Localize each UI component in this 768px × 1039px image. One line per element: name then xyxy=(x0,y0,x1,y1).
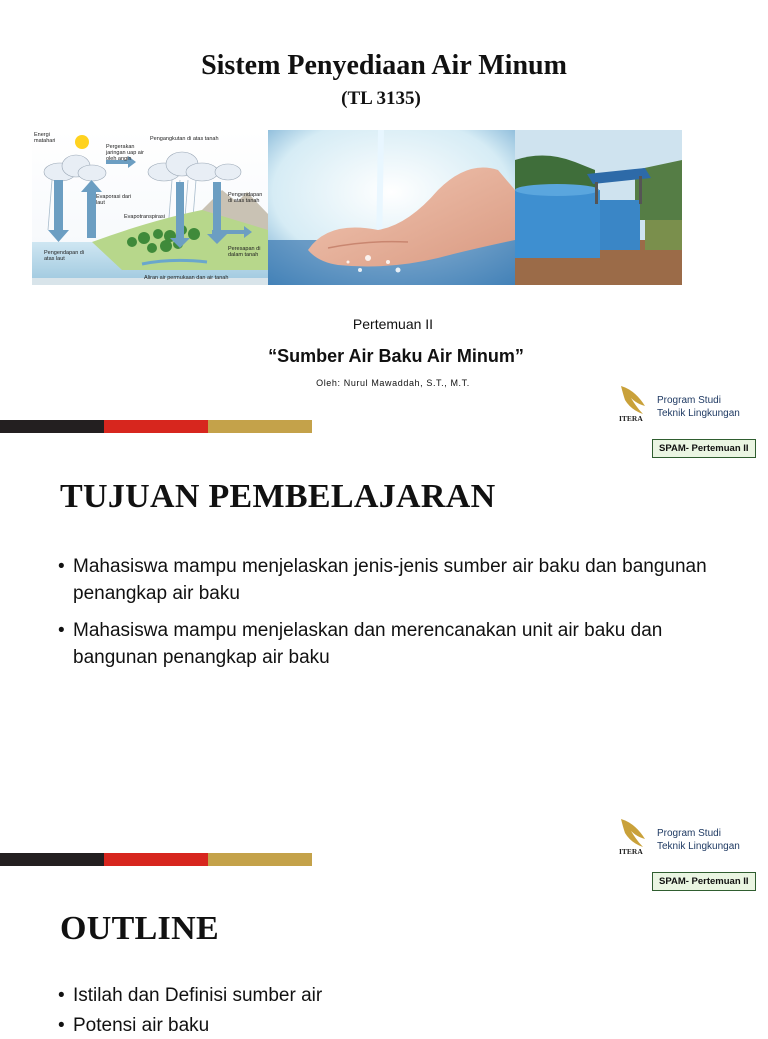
logo-line1: Program Studi xyxy=(657,828,721,839)
bullet-dot: • xyxy=(58,620,65,641)
water-cycle-diagram xyxy=(32,130,268,285)
course-code: (TL 3135) xyxy=(341,88,421,109)
itera-logo-icon xyxy=(617,384,653,418)
list-item xyxy=(58,982,738,1009)
label-precip-land: Pengendapan di atas tanah xyxy=(228,192,263,204)
slide-title: Sistem Penyediaan Air Minum xyxy=(201,50,567,81)
water-tank-photo xyxy=(515,130,682,285)
author-line: Oleh: Nurul Mawaddah, S.T., M.T. xyxy=(316,378,470,388)
list-item xyxy=(58,553,738,607)
label-energy: Energi matahari xyxy=(34,132,56,144)
presentation-subtitle: “Sumber Air Baku Air Minum” xyxy=(268,346,524,366)
color-bar-dark xyxy=(0,853,104,866)
color-bar-red xyxy=(104,853,208,866)
bullet-text: Mahasiswa mampu menjelaskan jenis-jenis sumber air baku dan bangunan penangkap air baku xyxy=(73,556,707,604)
label-infiltration: Peresapan di dalam tanah xyxy=(228,246,261,258)
label-evapotranspiration: Evapotranspirasi xyxy=(124,214,165,220)
color-bar-red xyxy=(104,420,208,433)
logo-text xyxy=(657,827,740,853)
color-bar-dark xyxy=(0,420,104,433)
slide-badge: SPAM- Pertemuan II xyxy=(652,872,756,891)
hands-water-photo xyxy=(268,130,515,285)
list-item xyxy=(58,1012,738,1039)
logo-line1: Program Studi xyxy=(657,395,721,406)
logo-line2: Teknik Lingkungan xyxy=(657,841,740,852)
logo-line2: Teknik Lingkungan xyxy=(657,408,740,419)
bullet-dot: • xyxy=(58,1015,65,1036)
bullet-dot: • xyxy=(58,556,65,577)
label-flow: Aliran air permukaan dan air tanah xyxy=(144,275,229,281)
meeting-label: Pertemuan II xyxy=(352,316,434,332)
bullet-text: Potensi air baku xyxy=(73,1015,210,1036)
itera-mark: ITERA xyxy=(619,847,643,856)
slide-badge: SPAM- Pertemuan II xyxy=(652,439,756,458)
bullet-dot: • xyxy=(58,985,65,1006)
sun-icon xyxy=(75,135,89,149)
label-transport: Pengangkutan di atas tanah xyxy=(150,136,219,142)
itera-mark: ITERA xyxy=(619,414,643,423)
bullet-text: Mahasiswa mampu menjelaskan dan merencanakan unit air baku dan bangunan penangkap air baku xyxy=(73,620,663,668)
itera-logo xyxy=(617,384,767,428)
heading-tujuan: TUJUAN PEMBELAJARAN xyxy=(60,478,496,515)
heading-outline: OUTLINE xyxy=(60,910,219,947)
label-evaporation: Evaporasi dari laut xyxy=(96,194,132,206)
itera-logo xyxy=(617,817,767,861)
bullet-text: Istilah dan Definisi sumber air xyxy=(73,985,323,1006)
itera-logo-icon xyxy=(617,817,653,851)
label-precip-sea: Pengendapan di atas laut xyxy=(44,250,85,262)
color-bar-gold xyxy=(208,420,312,433)
logo-text xyxy=(657,394,740,420)
color-bar-gold xyxy=(208,853,312,866)
list-item xyxy=(58,617,738,671)
label-steam: Pergerakan jaringan uap air oleh angin xyxy=(106,144,144,162)
